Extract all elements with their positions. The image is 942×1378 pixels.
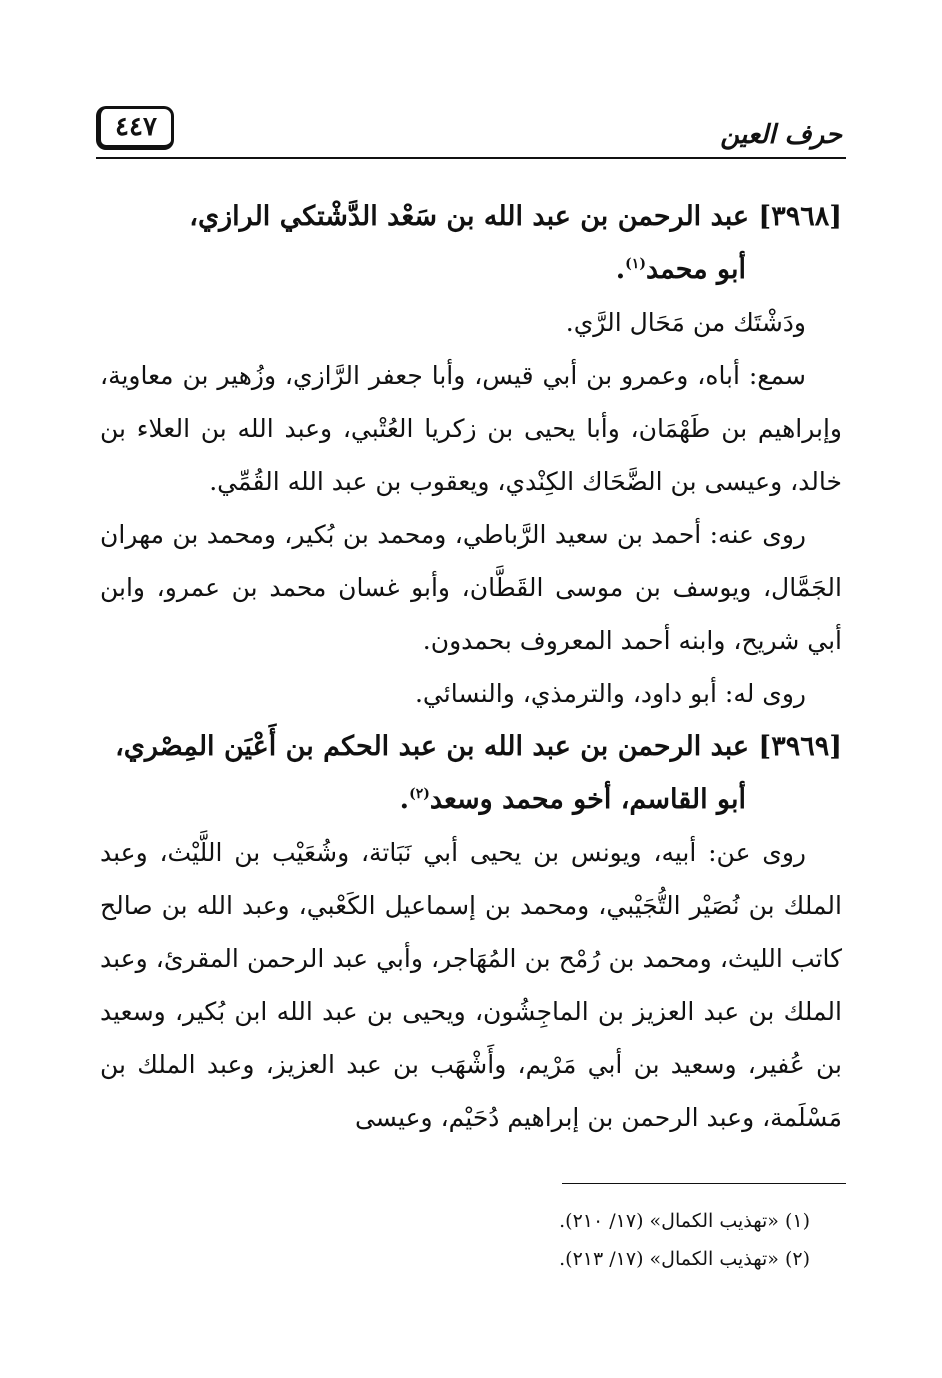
entry-title-line1: [٣٩٦٩] عبد الرحمن بن عبد الله بن عبد الحكم بن أَعْيَن المِصْري، <box>115 731 842 762</box>
entry-title-line1: [٣٩٦٨] عبد الرحمن بن عبد الله بن سَعْد الدَّشْتكي الرازي، <box>189 201 842 232</box>
footnote-ref: (١) <box>625 256 646 272</box>
entry-3969 <box>100 720 842 1144</box>
footnotes <box>380 1202 846 1278</box>
entry-title <box>100 190 842 296</box>
chapter-title: حرف العين <box>720 120 842 150</box>
title-end: . <box>615 254 626 285</box>
entry-title-line2 <box>100 773 842 826</box>
entry-title-line2 <box>100 243 842 296</box>
entry-kunya: أبو محمد <box>645 254 746 285</box>
entry-3968 <box>100 190 842 720</box>
page-number: ٤٤٧ <box>96 106 174 150</box>
entry-title <box>100 720 842 826</box>
paragraph: روى عنه: أحمد بن سعيد الرَّباطي، ومحمد بن بُكير، ومحمد بن مهران الجَمَّال، ويوسف بن موسى القَطَّان، وأبو غسان محمد بن عمرو، وابن أبي شريح، وابنه أحمد المعروف بحمدون. <box>100 520 842 655</box>
page-header <box>96 106 846 158</box>
title-end: . <box>399 784 410 815</box>
paragraph: سمع: أباه، وعمرو بن أبي قيس، وأبا جعفر الرَّازي، وزُهير بن معاوية، وإبراهيم بن طَهْمَان، وأبا يحيى بن زكريا العُتْبي، وعبد الله بن العلاء بن خالد، وعيسى بن الضَّحَاك الكِنْدي، ويعقوب بن عبد الله القُمِّي. <box>100 361 842 496</box>
footnote-2: (٢) «تهذيب الكمال» (١٧/ ٢١٣). <box>559 1248 810 1270</box>
footnote-divider <box>562 1183 846 1184</box>
paragraph: روى عن: أبيه، ويونس بن يحيى أبي نَبَاتة، وشُعَيْب بن اللَّيْث، وعبد الملك بن نُصَيْر التُّجَيْبي، ومحمد بن إسماعيل الكَعْبي، وعبد الله بن صالح كاتب الليث، ومحمد بن رُمْح بن المُهَاجر، وأبي عبد الرحمن المقرئ، وعبد الملك بن عبد العزيز بن الماجِشُون، ويحيى بن عبد الله ابن بُكير، وسعيد بن عُفير، وسعيد بن أبي مَرْيم، وأَشْهَب بن عبد العزيز، وعبد الملك بن مَسْلَمة، وعبد الرحمن بن إبراهيم دُحَيْم، وعيسى <box>100 838 842 1132</box>
footnote-1: (١) «تهذيب الكمال» (١٧/ ٢١٠). <box>559 1210 810 1232</box>
header-divider <box>96 157 846 159</box>
paragraph: ودَشْتَك من مَحَال الرَّي. <box>565 308 806 337</box>
paragraph: روى له: أبو داود، والترمذي، والنسائي. <box>414 679 806 708</box>
entry-kunya: أبو القاسم، أخو محمد وسعد <box>429 784 746 815</box>
footnote-ref: (٢) <box>409 786 430 802</box>
page-body <box>100 190 842 1144</box>
